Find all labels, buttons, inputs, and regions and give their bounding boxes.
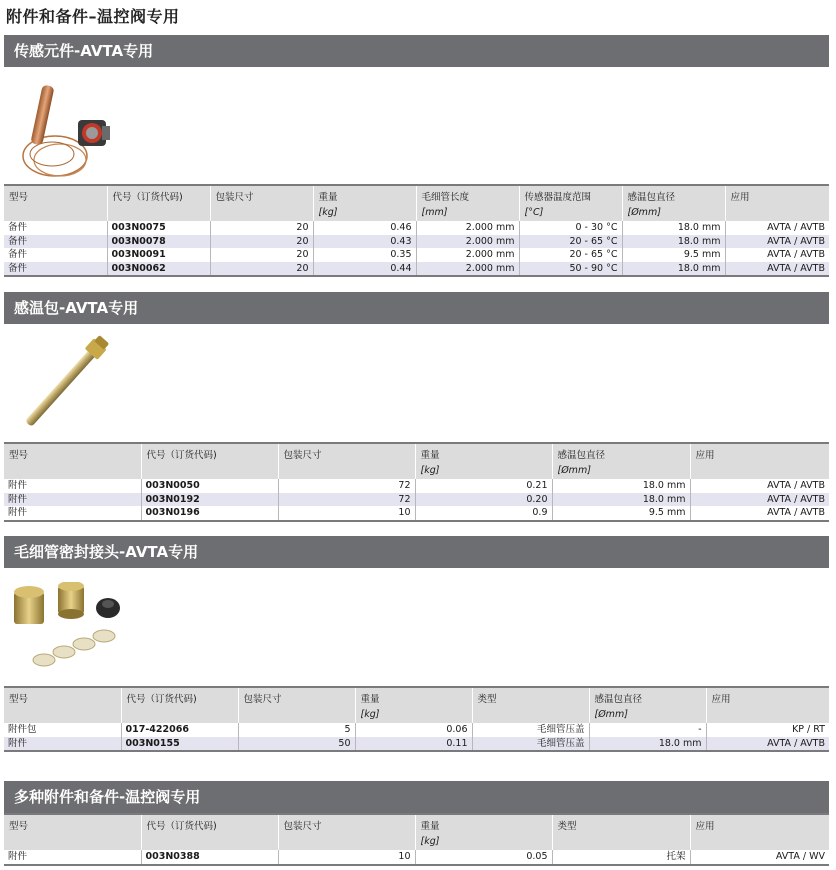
misc-accessories-table [4, 813, 829, 866]
column-header-label: 应用 [711, 694, 731, 705]
column-header [519, 185, 622, 221]
table-cell: 20 [210, 262, 313, 277]
sensor-pocket-photo [8, 332, 128, 432]
table-cell: - [589, 723, 706, 737]
column-header-label: 应用 [695, 821, 715, 832]
table-header-row [4, 814, 829, 850]
column-header [278, 443, 415, 479]
column-header-label: 包装尺寸 [283, 821, 322, 832]
column-header-unit: [Ømm] [627, 207, 661, 218]
table-cell: AVTA / AVTB [725, 248, 829, 262]
capillary-gland-table [4, 686, 829, 752]
table-cell: 毛细管压盖 [472, 737, 589, 752]
column-header [415, 814, 552, 850]
column-header-label: 重量 [318, 192, 338, 203]
column-header-unit: [°C] [524, 207, 544, 218]
table-cell: 10 [278, 506, 415, 521]
sensor-element-table [4, 184, 829, 277]
column-header-unit: [kg] [420, 465, 440, 476]
capillary-gland-photo [10, 582, 140, 674]
column-header [141, 814, 278, 850]
column-header-unit: [kg] [318, 207, 338, 218]
column-header-label: 包装尺寸 [243, 694, 282, 705]
column-header [589, 687, 706, 723]
table-cell: 托架 [552, 850, 690, 865]
column-header-label: 包装尺寸 [215, 192, 254, 203]
table-cell: 50 [238, 737, 355, 752]
column-header [415, 443, 552, 479]
table-cell: 附件 [4, 850, 141, 865]
column-header [141, 443, 278, 479]
table-row [4, 737, 829, 752]
sensor-pocket-table [4, 442, 829, 522]
table-cell: 备件 [4, 235, 107, 249]
section-header-sensor-pocket: 感温包-AVTA专用 [4, 292, 829, 324]
column-header-unit: [Ømm] [594, 709, 628, 720]
table-row [4, 723, 829, 737]
table-cell: 20 - 65 °C [519, 248, 622, 262]
column-header-label: 感温包直径 [594, 694, 643, 705]
table-cell: 0.9 [415, 506, 552, 521]
column-header-label: 应用 [730, 192, 750, 203]
table-cell: 72 [278, 493, 415, 507]
table-row [4, 506, 829, 521]
table-row [4, 850, 829, 865]
table-row [4, 262, 829, 277]
column-header [107, 185, 210, 221]
column-header [4, 814, 141, 850]
section-header-misc-accessories: 多种附件和备件-温控阀专用 [4, 781, 829, 813]
column-header [416, 185, 519, 221]
table-cell: 0.11 [355, 737, 472, 752]
table-cell: 20 [210, 221, 313, 235]
table-header-row [4, 443, 829, 479]
table-cell: 0.21 [415, 479, 552, 493]
table-cell: 9.5 mm [622, 248, 725, 262]
table-cell: 备件 [8, 222, 28, 233]
column-header [552, 814, 690, 850]
column-header-label: 感温包直径 [557, 450, 606, 461]
section-header-sensor-element: 传感元件-AVTA专用 [4, 35, 829, 67]
table-cell: 20 - 65 °C [519, 235, 622, 249]
table-cell: KP / RT [706, 723, 829, 737]
table-cell: 003N0050 [141, 479, 278, 493]
table-cell: 20 [210, 248, 313, 262]
table-header-row [4, 687, 829, 723]
table-cell: 18.0 mm [622, 262, 725, 277]
table-cell: 毛细管压盖 [472, 723, 589, 737]
column-header [278, 814, 415, 850]
table-cell: 0.44 [313, 262, 416, 277]
table-cell: 0.05 [415, 850, 552, 865]
column-header [4, 185, 107, 221]
table-cell: 0.20 [415, 493, 552, 507]
column-header [4, 687, 121, 723]
column-header [121, 687, 238, 723]
column-header-label: 型号 [9, 192, 29, 203]
table-cell: 0.43 [313, 235, 416, 249]
table-cell: 2.000 mm [416, 248, 519, 262]
column-header [355, 687, 472, 723]
column-header-label: 传感器温度范围 [524, 192, 592, 203]
column-header-label: 代号（订货代码) [146, 450, 217, 461]
table-cell: 003N0196 [141, 506, 278, 521]
column-header-label: 包装尺寸 [283, 450, 322, 461]
column-header-label: 毛细管长度 [421, 192, 470, 203]
table-cell: 附件 [4, 506, 141, 521]
column-header-label: 重量 [420, 821, 440, 832]
table-cell: 18.0 mm [552, 479, 690, 493]
table-cell: 18.0 mm [622, 235, 725, 249]
table-cell: 附件 [8, 480, 28, 491]
table-cell: 003N0155 [121, 737, 238, 752]
table-cell: 18.0 mm [589, 737, 706, 752]
column-header [210, 185, 313, 221]
table-cell: 20 [210, 235, 313, 249]
table-cell: 0.06 [355, 723, 472, 737]
table-cell: 2.000 mm [416, 262, 519, 277]
table-cell: AVTA / AVTB [706, 737, 829, 752]
column-header-label: 类型 [557, 821, 577, 832]
table-cell: 18.0 mm [552, 493, 690, 507]
table-cell: 备件 [8, 249, 28, 260]
table-cell: 003N0192 [141, 493, 278, 507]
table-cell: 003N0388 [141, 850, 278, 865]
column-header-unit: [mm] [421, 207, 448, 218]
column-header-label: 类型 [477, 694, 497, 705]
table-cell: 003N0062 [107, 262, 210, 277]
column-header [690, 443, 829, 479]
column-header-label: 代号（订货代码) [126, 694, 197, 705]
table-row [4, 221, 829, 235]
table-cell: 003N0078 [107, 235, 210, 249]
column-header-label: 代号（订货代码) [146, 821, 217, 832]
column-header-label: 重量 [360, 694, 380, 705]
table-cell: 0.46 [313, 221, 416, 235]
table-cell: AVTA / AVTB [725, 235, 829, 249]
table-row [4, 235, 829, 249]
table-cell: 9.5 mm [552, 506, 690, 521]
table-cell: AVTA / WV [690, 850, 829, 865]
column-header-unit: [kg] [420, 836, 440, 847]
table-cell: AVTA / AVTB [690, 479, 829, 493]
column-header [238, 687, 355, 723]
column-header [313, 185, 416, 221]
table-cell: AVTA / AVTB [725, 221, 829, 235]
section-header-capillary-gland: 毛细管密封接头-AVTA专用 [4, 536, 829, 568]
column-header-label: 型号 [9, 821, 29, 832]
table-cell: 备件 [4, 262, 107, 277]
table-cell: 18.0 mm [622, 221, 725, 235]
table-cell: AVTA / AVTB [725, 262, 829, 277]
table-row [4, 479, 829, 493]
table-cell: 003N0075 [107, 221, 210, 235]
column-header-label: 代号（订货代码) [112, 192, 183, 203]
column-header-label: 型号 [9, 694, 29, 705]
column-header [622, 185, 725, 221]
column-header [725, 185, 829, 221]
table-cell: 0 - 30 °C [519, 221, 622, 235]
table-cell: 附件 [4, 493, 141, 507]
column-header [4, 443, 141, 479]
column-header-label: 型号 [9, 450, 29, 461]
table-cell: 003N0091 [107, 248, 210, 262]
page-title: 附件和备件–温控阀专用 [6, 7, 180, 26]
column-header [690, 814, 829, 850]
table-cell: 2.000 mm [416, 235, 519, 249]
column-header [472, 687, 589, 723]
table-row [4, 493, 829, 507]
table-cell: 2.000 mm [416, 221, 519, 235]
sensor-element-photo [10, 84, 120, 184]
table-cell: 0.35 [313, 248, 416, 262]
table-cell: 10 [278, 850, 415, 865]
table-cell: AVTA / AVTB [690, 493, 829, 507]
table-cell: 017-422066 [121, 723, 238, 737]
table-cell: AVTA / AVTB [690, 506, 829, 521]
column-header [706, 687, 829, 723]
table-cell: 5 [238, 723, 355, 737]
column-header-label: 感温包直径 [627, 192, 676, 203]
column-header [552, 443, 690, 479]
column-header-label: 重量 [420, 450, 440, 461]
column-header-label: 应用 [695, 450, 715, 461]
table-cell: 附件包 [8, 724, 37, 735]
column-header-unit: [kg] [360, 709, 380, 720]
table-cell: 50 - 90 °C [519, 262, 622, 277]
table-header-row [4, 185, 829, 221]
column-header-unit: [Ømm] [557, 465, 591, 476]
table-row [4, 248, 829, 262]
table-cell: 72 [278, 479, 415, 493]
table-cell: 附件 [4, 737, 121, 752]
